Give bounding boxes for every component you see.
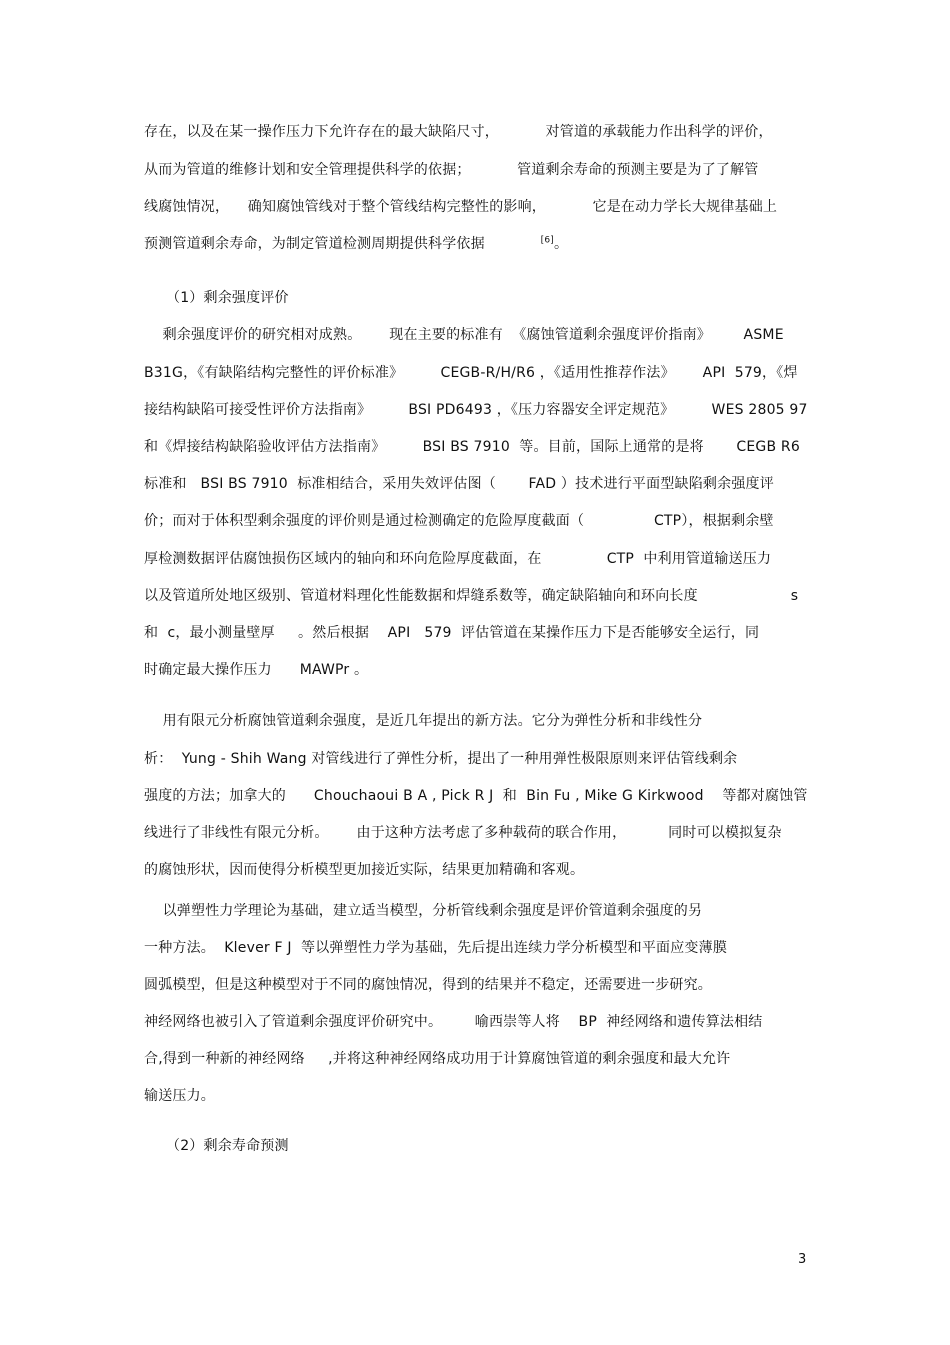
text-fragment: 预测管道剩余寿命，为制定管道检测周期提供科学依据 xyxy=(144,236,541,252)
text-line: 和《焊接结构缺陷验收评估方法指南》 BSI BS 7910 等。目前，国际上通常的是将 CEGB R6 xyxy=(144,439,800,455)
text-line: 存在，以及在某一操作压力下允许存在的最大缺陷尺寸， 对管道的承载能力作出科学的评价， xyxy=(144,124,773,140)
citation-ref: [6] xyxy=(540,235,554,246)
text-line: 一种方法。 Klever F J 等以弹塑性力学为基础，先后提出连续力学分析模型和平面应变薄膜 xyxy=(144,940,728,956)
text-line: 标准和 BSI BS 7910 标准相结合，采用失效评估图（ FAD ）技术进行平面型缺陷剩余强度评 xyxy=(144,476,774,492)
text-line: 神经网络也被引入了管道剩余强度评价研究中。 喻西崇等人将 BP 神经网络和遗传算法相结 xyxy=(144,1014,763,1030)
text-line: 以弹塑性力学理论为基础，建立适当模型，分析管线剩余强度是评价管道剩余强度的另 xyxy=(144,903,703,919)
text-line: 合,得到一种新的神经网络 ,并将这种神经网络成功用于计算腐蚀管道的剩余强度和最大允许 xyxy=(144,1051,731,1067)
text-line: 从而为管道的维修计划和安全管理提供科学的依据； 管道剩余寿命的预测主要是为了了解管 xyxy=(144,162,759,178)
text-line: 厚检测数据评估腐蚀损伤区域内的轴向和环向危险厚度截面，在 CTP 中利用管道输送压力 xyxy=(144,551,772,567)
text-line: B31G，《有缺陷结构完整性的评价标准》 CEGB-R/H/R6 ，《适用性推荐作法》 API 579，《焊 xyxy=(144,365,798,381)
section-heading: （1）剩余强度评价 xyxy=(166,290,289,306)
text-line: 价；而对于体积型剩余强度的评价则是通过检测确定的危险厚度截面（ CTP），根据剩余壁 xyxy=(144,513,774,529)
text-line: 圆弧模型，但是这种模型对于不同的腐蚀情况，得到的结果并不稳定，还需要进一步研究。 xyxy=(144,977,712,993)
text-line: 的腐蚀形状，因而使得分析模型更加接近实际，结果更加精确和客观。 xyxy=(144,862,585,878)
section-heading: （2）剩余寿命预测 xyxy=(166,1138,289,1154)
text-line: 输送压力。 xyxy=(144,1088,215,1104)
text-line xyxy=(144,235,568,253)
text-line: 线腐蚀情况， 确知腐蚀管线对于整个管线结构完整性的影响， 它是在动力学长大规律基础上 xyxy=(144,199,778,215)
text-line: 以及管道所处地区级别、管道材料理化性能数据和焊缝系数等，确定缺陷轴向和环向长度 s xyxy=(144,588,799,604)
page-number: 3 xyxy=(798,1252,807,1267)
text-line: 析： Yung - Shih Wang 对管线进行了弹性分析，提出了一种用弹性极限原则来评估管线剩余 xyxy=(144,751,738,767)
text-line: 用有限元分析腐蚀管道剩余强度，是近几年提出的新方法。它分为弹性分析和非线性分 xyxy=(144,713,703,729)
text-line: 剩余强度评价的研究相对成熟。 现在主要的标准有 《腐蚀管道剩余强度评价指南》 ASME xyxy=(144,327,784,343)
text-line: 线进行了非线性有限元分析。 由于这种方法考虑了多种载荷的联合作用， 同时可以模拟复杂 xyxy=(144,825,782,841)
text-line: 时确定最大操作压力 MAWPr 。 xyxy=(144,662,369,678)
text-fragment: 。 xyxy=(553,236,569,252)
text-line: 强度的方法；加拿大的 Chouchaoui B A , Pick R J 和 Bin Fu , Mike G Kirkwood 等都对腐蚀管 xyxy=(144,788,808,804)
text-line: 接结构缺陷可接受性评价方法指南》 BSI PD6493 ，《压力容器安全评定规范》 WES 2805 97 xyxy=(144,402,808,418)
text-line: 和 c，最小测量壁厚 。然后根据 API 579 评估管道在某操作压力下是否能够安全运行，同 xyxy=(144,625,760,641)
